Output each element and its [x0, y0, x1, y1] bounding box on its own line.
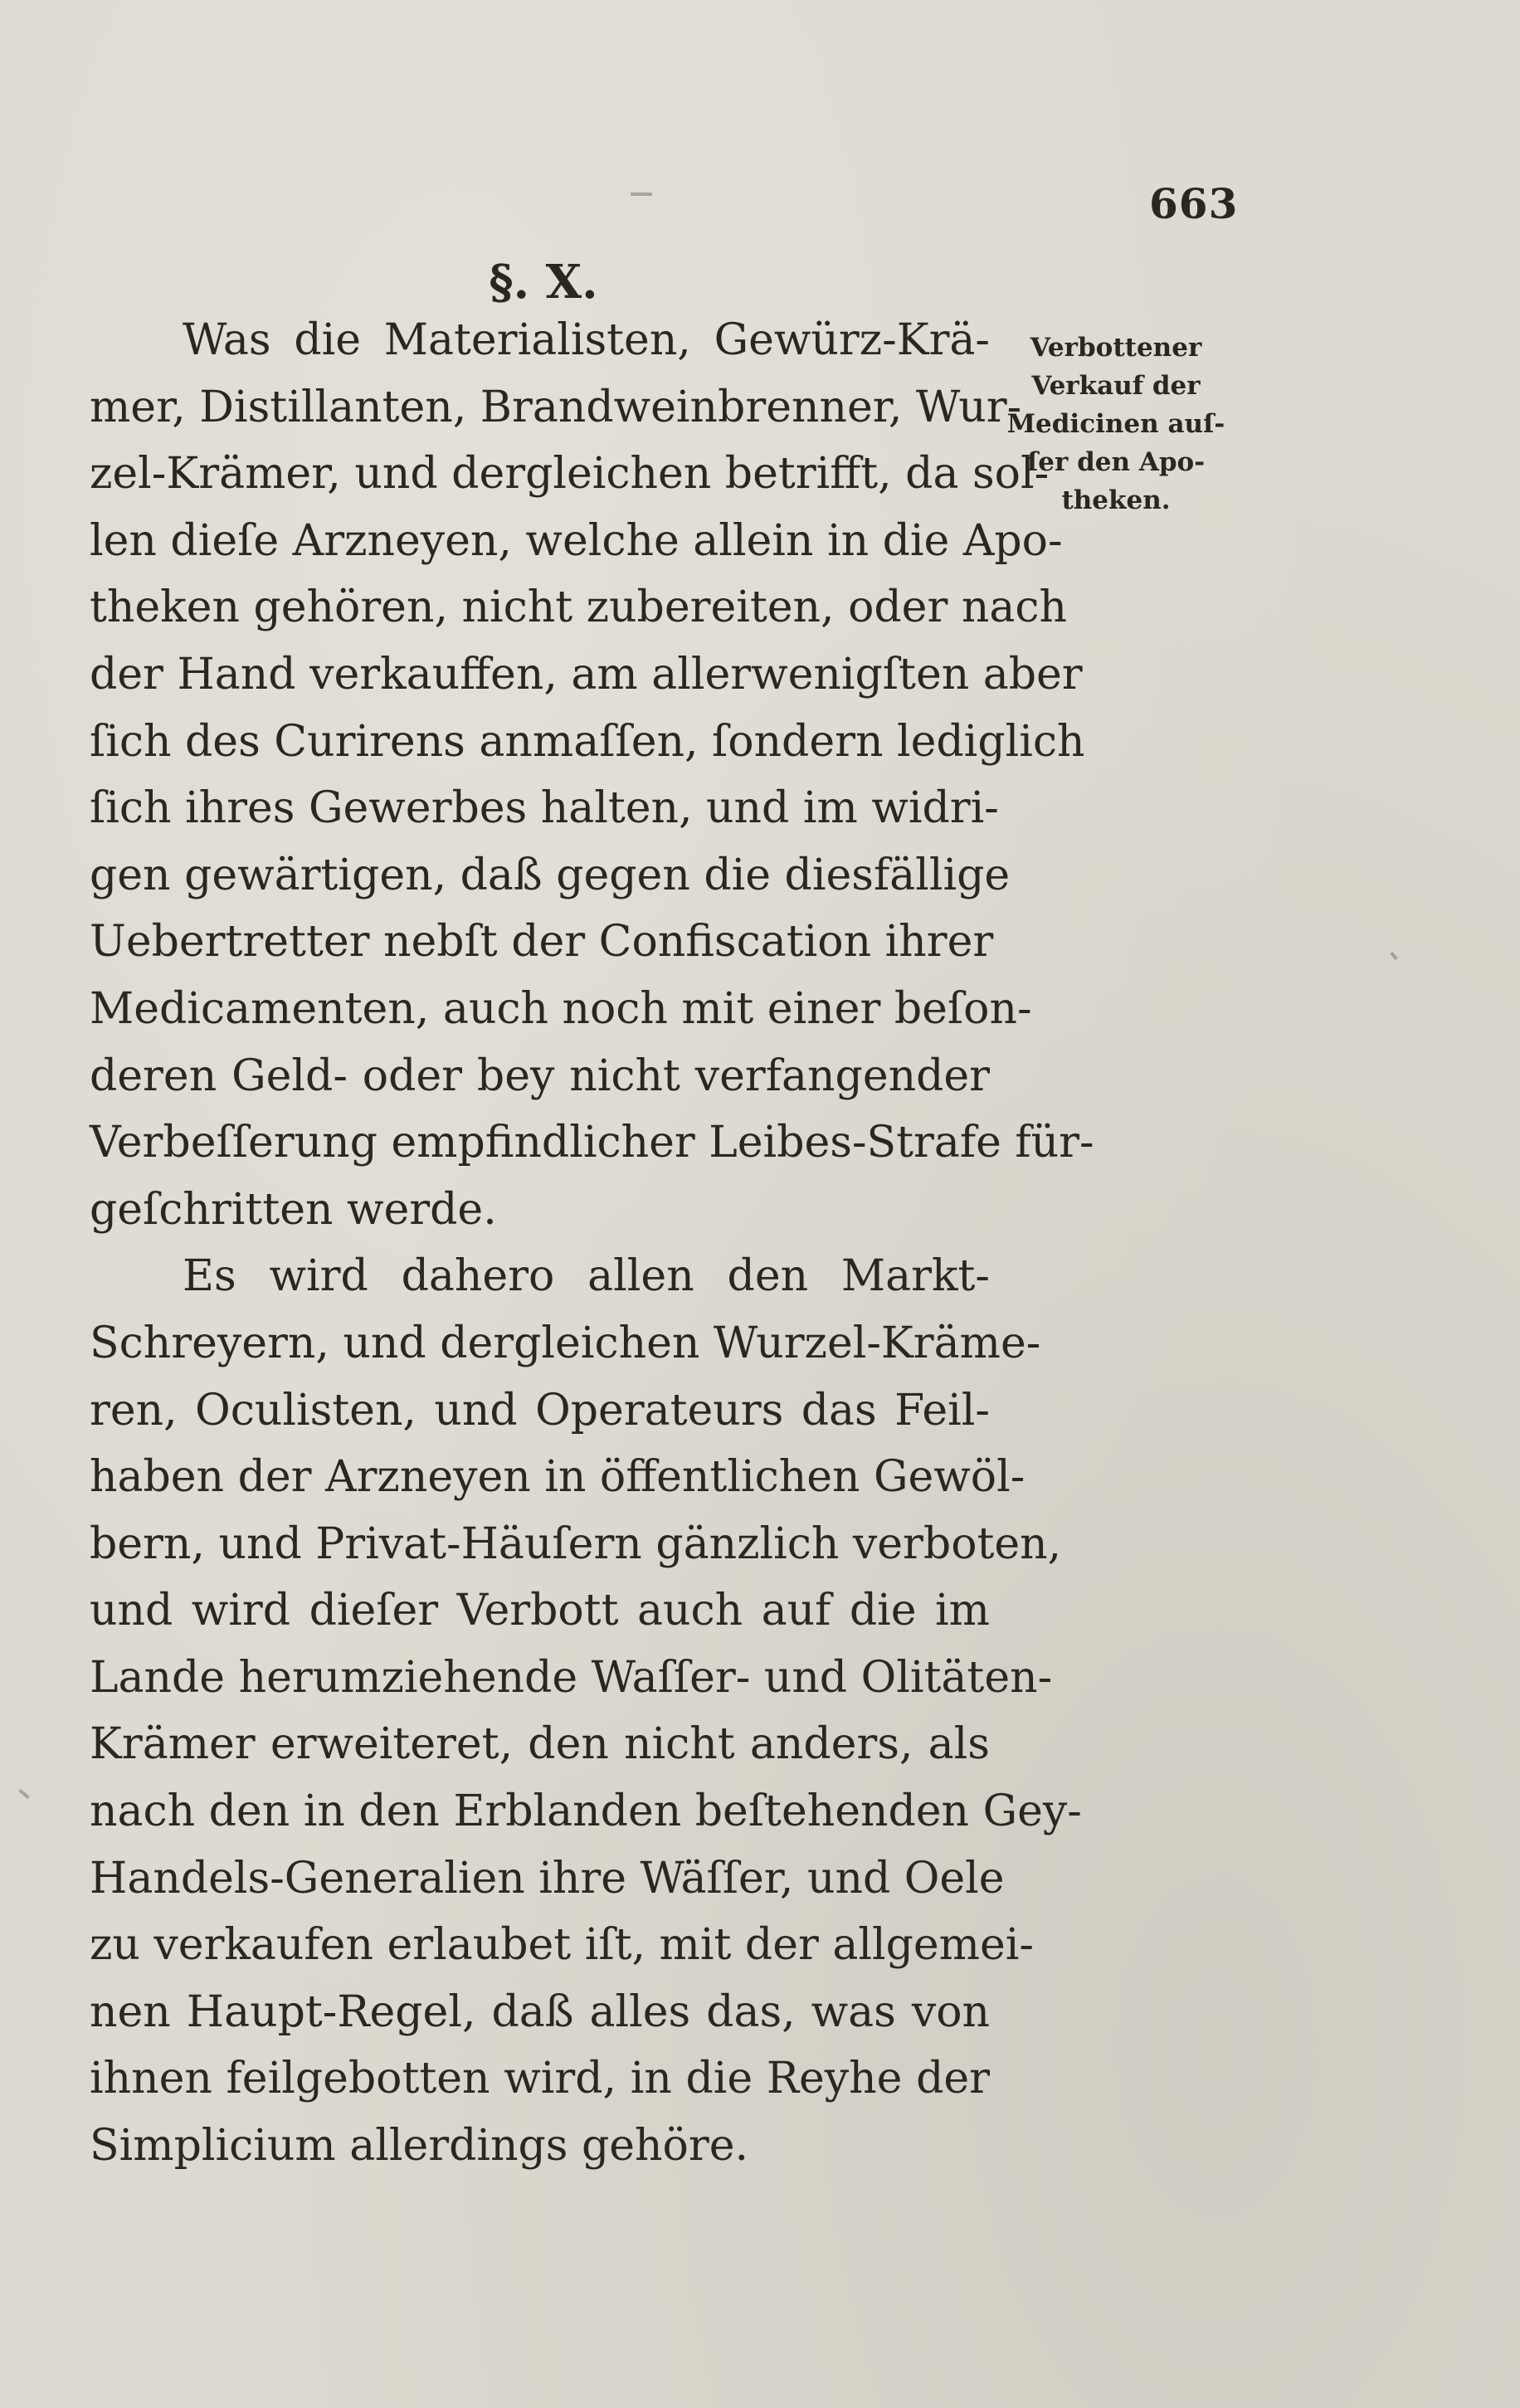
margin-note-line: theken.: [1061, 485, 1171, 515]
text-line: geſchritten werde.: [90, 1184, 497, 1235]
text-line: nach den in den Erblanden beſtehenden Gey-: [90, 1787, 1082, 1837]
text-line: ſich ihres Gewerbes halten, und im widri-: [90, 783, 999, 834]
text-line: Schreyern, und dergleichen Wurzel-Kräme-: [90, 1318, 1041, 1368]
text-line: zu verkaufen erlaubet iſt, mit der allgemei-: [90, 1920, 1034, 1971]
text-line: Was die Materialisten, Gewürz-Krä-: [183, 315, 990, 365]
text-line: theken gehören, nicht zubereiten, oder nach: [90, 583, 1067, 633]
text-line: Krämer erweiteret, den nicht anders, als: [90, 1719, 990, 1770]
text-line: ihnen feilgebotten wird, in die Reyhe der: [90, 2054, 990, 2104]
paper-speck: [1390, 952, 1397, 960]
body-text: [90, 307, 1094, 2180]
text-line: Verbeſſerung empfindlicher Leibes-Strafe für-: [90, 1118, 1094, 1168]
text-line: nen Haupt-Regel, daß alles das, was von: [90, 1986, 990, 2037]
text-line: gen gewärtigen, daß gegen die diesfällige: [90, 850, 1011, 900]
text-line: Handels-Generalien ihre Wäſſer, und Oele: [90, 1853, 1005, 1903]
text-line: len dieſe Arzneyen, welche allein in die Apo-: [90, 515, 1063, 566]
text-line: und wird dieſer Verbott auch auf die im: [90, 1586, 990, 1636]
margin-note-line: Medicinen auſ-: [1006, 409, 1225, 439]
section-heading: §. X.: [489, 255, 598, 310]
text-line: bern, und Privat-Häuſern gänzlich verboten,: [90, 1518, 1062, 1569]
margin-note-line: ſer den Apo-: [1026, 447, 1206, 477]
text-line: Simplicium allerdings gehöre.: [90, 2121, 749, 2172]
text-line: der Hand verkauffen, am allerwenigſten aber: [90, 649, 1083, 699]
text-line: Es wird dahero allen den Markt-: [183, 1251, 990, 1302]
text-line: haben der Arzneyen in öffentlichen Gewöl-: [90, 1452, 1026, 1503]
text-line: deren Geld- oder bey nicht verfangender: [90, 1050, 990, 1101]
text-line: Uebertretter nebſt der Confiscation ihrer: [90, 917, 994, 968]
text-line: ren, Oculisten, und Operateurs das Feil-: [90, 1385, 990, 1436]
text-line: mer, Distillanten, Brandweinbrenner, Wur-: [90, 382, 1022, 432]
paper-speck: [18, 1789, 29, 1799]
text-line: Lande herumziehende Waſſer- und Olitäten-: [90, 1652, 1053, 1703]
text-line: Medicamenten, auch noch mit einer beſon-: [90, 983, 1032, 1034]
margin-note-line: Verbottener: [1030, 333, 1202, 363]
text-line: ſich des Curirens anmaſſen, ſondern lediglich: [90, 716, 1085, 767]
page-number: 663: [1149, 179, 1239, 228]
paper-speck: [631, 193, 652, 196]
text-line: zel-Krämer, und dergleichen betrifft, da sol-: [90, 449, 1050, 500]
margin-note-line: Verkauf der: [1031, 371, 1201, 401]
